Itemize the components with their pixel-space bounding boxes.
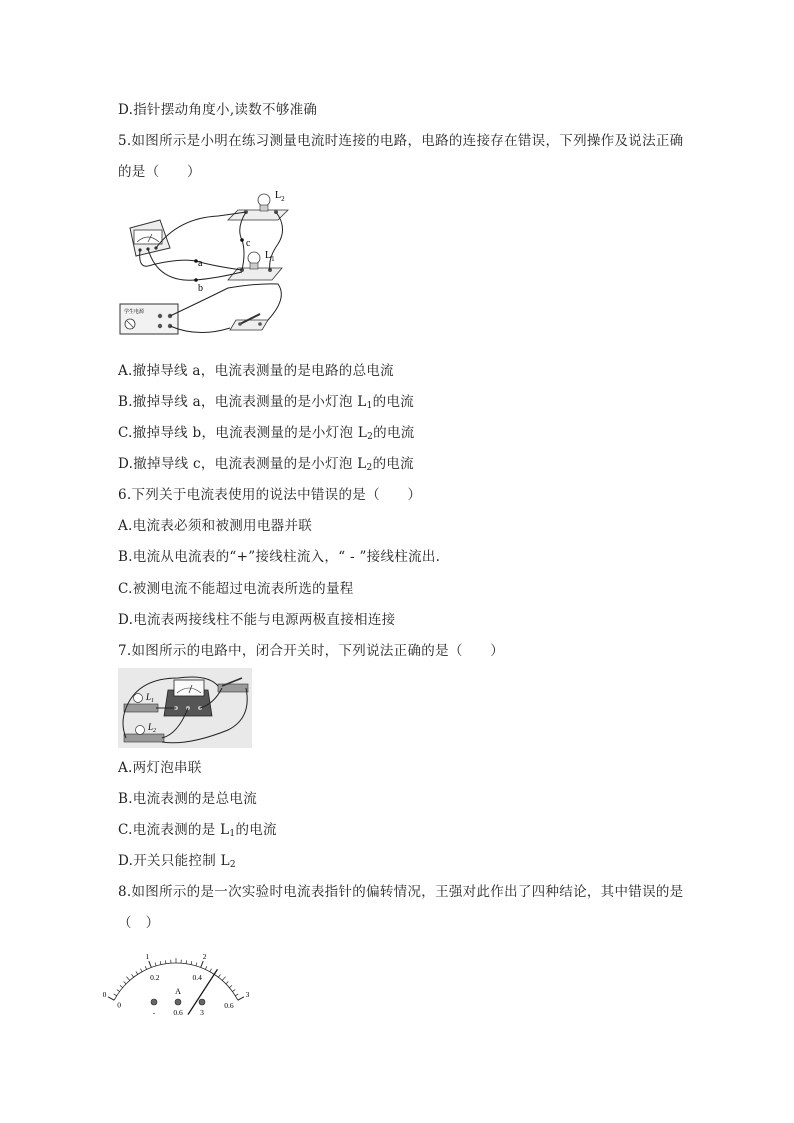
meter-tick [165, 960, 166, 963]
meter-tick [114, 994, 117, 996]
meter-tick [222, 977, 225, 981]
meter-tick [191, 961, 192, 964]
meter-tick [229, 985, 232, 987]
switch-icon [230, 314, 268, 330]
q5-label-b: b [198, 283, 203, 294]
meter-tick [126, 977, 129, 981]
meter-tick [140, 969, 142, 972]
q5-option-b: B.撤掉导线 a，电流表测量的是小灯泡 $L_1$的电流 [118, 394, 415, 411]
meter-tick [149, 961, 151, 968]
meter-lower-zero-label: 0 [117, 1000, 122, 1010]
q5-stem-line1: 5.如图所示是小明在练习测量电流时连接的电路，电路的连接存在错误，下列操作及说法正确 [118, 133, 684, 149]
q7-option-d: D.开关只能控制 $L_2$ [118, 853, 236, 870]
meter-tick [201, 961, 203, 968]
meter-lower-scale-label: 0.6 [224, 1000, 234, 1010]
q6-option-c: C.被测电流不能超过电流表所选的量程 [118, 581, 354, 597]
meter-terminal [151, 999, 157, 1005]
meter-tick [155, 963, 156, 966]
meter-upper-scale-label: 0 [102, 989, 107, 999]
q7-option-a: A.两灯泡串联 [118, 760, 202, 776]
meter-terminal-label: 3 [200, 1008, 204, 1017]
meter-lower-scale-label: 0.4 [192, 972, 202, 982]
q5-stem-line2: 的是（ ） [118, 164, 201, 180]
meter-tick [124, 981, 126, 983]
meter-upper-scale-label: 2 [202, 952, 207, 962]
meter-tick [226, 981, 228, 983]
q5-option-d: D.撤掉导线 c，电流表测量的是小灯泡 $L_2$的电流 [118, 456, 414, 473]
q6-option-b: B.电流从电流表的“+”接线柱流入，“ - ”接线柱流出. [118, 549, 441, 565]
q5-option-c: C.撤掉导线 b，电流表测量的是小灯泡 $L_2$的电流 [118, 425, 415, 442]
q8-stem-line2: （ ） [118, 915, 160, 931]
q7-label-l2: $L_2$ [148, 722, 157, 734]
q7-label-l1: $L_1$ [146, 692, 155, 704]
meter-unit-label: A [175, 987, 181, 996]
meter-tick [145, 966, 146, 969]
q5-option-a: A.撤掉导线 a，电流表测量的是电路的总电流 [118, 363, 394, 379]
q5-label-l1: $L_1$ [265, 250, 275, 263]
meter-tick [120, 985, 123, 987]
q8-stem-line1: 8.如图所示的是一次实验时电流表指针的偏转情况，王强对此作出了四种结论，其中错误的是 [118, 884, 684, 900]
meter-tick [186, 960, 187, 963]
meter-tick [205, 966, 206, 969]
q6-stem: 6.下列关于电流表使用的说法中错误的是（ ） [118, 487, 422, 503]
meter-terminal-label: 0.6 [173, 1008, 183, 1017]
q5-label-c: c [246, 238, 251, 249]
q4-option-d: D.指针摆动角度小,读数不够准确 [118, 102, 318, 118]
q7-option-c: C.电流表测的是 $L_1$的电流 [118, 822, 277, 839]
q7-option-b: B.电流表测的是总电流 [118, 791, 258, 807]
meter-tick [136, 971, 138, 974]
meter-lower-scale-label: 0.2 [150, 972, 160, 982]
q7-circuit-figure [118, 668, 252, 748]
meter-tick [132, 974, 134, 977]
q5-label-l2: $L_2$ [275, 190, 285, 203]
meter-tick [160, 961, 161, 964]
q6-option-d: D.电流表两接线柱不能与电源两极直接相连接 [118, 612, 396, 628]
meter-terminal [175, 999, 181, 1005]
q5-circuit-figure [118, 188, 298, 348]
meter-tick [218, 974, 220, 977]
meter-tick [210, 969, 212, 972]
meter-tick [235, 994, 238, 996]
meter-terminal-label: - [152, 1008, 156, 1017]
meter-upper-scale-label: 1 [145, 952, 150, 962]
q7-stem: 7.如图所示的电路中，闭合开关时，下列说法正确的是（ ） [118, 643, 505, 659]
q5-label-a: a [198, 258, 203, 269]
meter-terminal [199, 999, 205, 1005]
q6-option-a: A.电流表必须和被测用电器并联 [118, 518, 313, 534]
q5-label-source: 学生电源 [124, 309, 145, 315]
ammeter-dial-figure [102, 938, 250, 1018]
meter-tick [117, 990, 120, 992]
meter-tick [232, 990, 235, 992]
meter-tick [238, 997, 244, 1000]
meter-upper-scale-label: 3 [245, 989, 250, 999]
meter-tick [108, 997, 114, 1000]
meter-tick [196, 963, 197, 966]
